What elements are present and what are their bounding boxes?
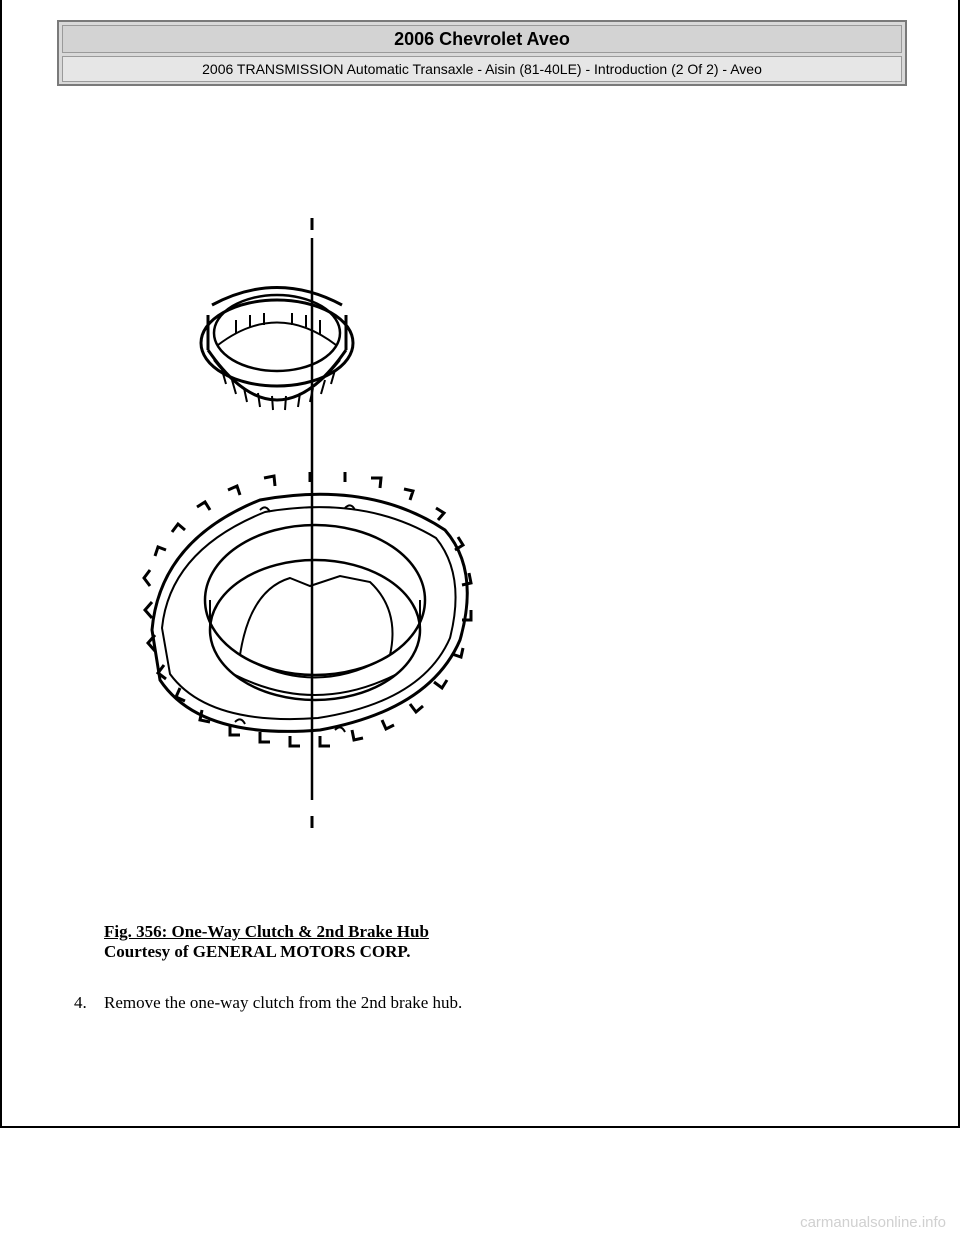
page-border-bottom bbox=[0, 1126, 960, 1128]
document-subtitle: 2006 TRANSMISSION Automatic Transaxle - Aisin (81-40LE) - Introduction (2 Of 2) - Aveo bbox=[62, 56, 902, 82]
watermark-text: carmanualsonline.info bbox=[800, 1214, 946, 1231]
figure-caption-credit: Courtesy of GENERAL MOTORS CORP. bbox=[104, 942, 411, 961]
clutch-hub-illustration bbox=[140, 210, 480, 840]
document-title: 2006 Chevrolet Aveo bbox=[62, 25, 902, 53]
step-number: 4. bbox=[74, 993, 87, 1012]
figure-caption bbox=[104, 922, 429, 962]
figure-caption-title: Fig. 356: One-Way Clutch & 2nd Brake Hub bbox=[104, 922, 429, 941]
page-border-left bbox=[0, 0, 2, 1128]
procedure-step bbox=[74, 993, 462, 1013]
document-header bbox=[57, 20, 907, 86]
step-text: Remove the one-way clutch from the 2nd brake hub. bbox=[104, 993, 463, 1012]
